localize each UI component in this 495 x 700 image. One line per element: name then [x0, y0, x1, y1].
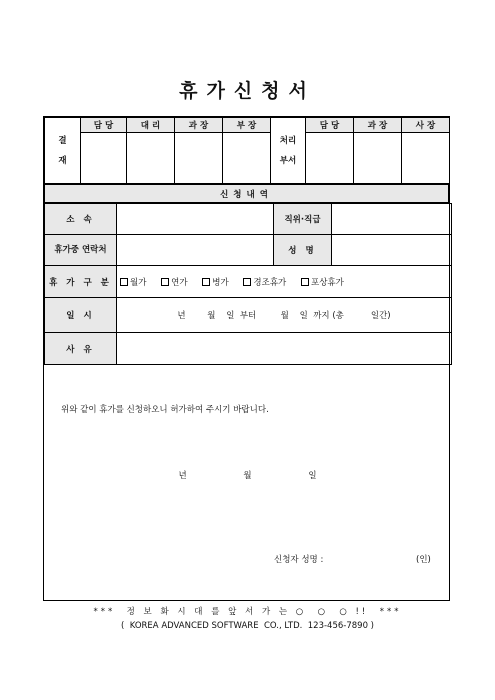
period-label: 일 시: [45, 298, 117, 333]
contact-label: 휴가중 연락처: [45, 235, 117, 266]
processing-col-1: 담 당: [306, 118, 354, 133]
request-date: [44, 469, 451, 481]
date-month: 월: [243, 471, 252, 481]
name-label: 성 명: [274, 235, 332, 266]
approval-table: [44, 117, 450, 184]
leave-type-option[interactable]: 연가: [161, 276, 187, 288]
footer-company: ( KOREA ADVANCED SOFTWARE CO., LTD. 123-456-7890 ): [121, 621, 374, 631]
processing-col-3: 사 장: [402, 118, 450, 133]
signature-box[interactable]: [81, 133, 127, 184]
approval-col-4: 부 장: [223, 118, 271, 133]
period-field[interactable]: 년 월 일 부터 월 일 까지 (총 일간): [117, 298, 452, 333]
dept-field[interactable]: [117, 204, 274, 235]
name-field[interactable]: [332, 235, 452, 266]
position-label: 직위·직급: [274, 204, 332, 235]
signature-box[interactable]: [127, 133, 175, 184]
checkbox-icon[interactable]: [243, 278, 251, 286]
checkbox-icon[interactable]: [161, 278, 169, 286]
section-title: 신청내역: [45, 185, 449, 203]
signer-label: 신청자 성명 :: [274, 555, 324, 565]
signature-box[interactable]: [402, 133, 450, 184]
checkbox-icon[interactable]: [301, 278, 309, 286]
footer-slogan: *** 정 보 화 시 대 를 앞 서 가 는 ○ ○ ○ !! ***: [93, 607, 402, 617]
request-text: 위와 같이 휴가를 신청하오니 허가하여 주시기 바랍니다.: [61, 405, 269, 415]
leave-type-option[interactable]: 경조휴가: [243, 276, 286, 288]
signature-box[interactable]: [354, 133, 402, 184]
seal-label: (인): [416, 555, 431, 565]
signature-box[interactable]: [175, 133, 223, 184]
approval-label: 결 재: [45, 118, 81, 184]
dept-label: 소 속: [45, 204, 117, 235]
document-title: 휴가신청서: [179, 80, 316, 102]
leave-type-options: [117, 266, 452, 298]
checkbox-icon[interactable]: [120, 278, 128, 286]
leave-type-option[interactable]: 월가: [120, 276, 146, 288]
checkbox-icon[interactable]: [202, 278, 210, 286]
reason-label: 사 유: [45, 333, 117, 365]
reason-field[interactable]: [117, 333, 452, 365]
leave-type-label: 휴 가 구 분: [45, 266, 117, 298]
leave-type-option[interactable]: 포상휴가: [301, 276, 344, 288]
date-year: 년: [178, 471, 187, 481]
signature-box[interactable]: [306, 133, 354, 184]
processing-dept-label: 처리 부서: [271, 118, 306, 184]
position-field[interactable]: [332, 204, 452, 235]
request-body: [44, 365, 449, 598]
date-day: 일: [308, 471, 317, 481]
approval-col-1: 담 당: [81, 118, 127, 133]
approval-col-2: 대 리: [127, 118, 175, 133]
section-header: [44, 184, 449, 203]
contact-field[interactable]: [117, 235, 274, 266]
leave-application-form: [43, 116, 450, 601]
processing-col-2: 과 장: [354, 118, 402, 133]
details-table: [44, 203, 452, 365]
approval-col-3: 과 장: [175, 118, 223, 133]
signature-box[interactable]: [223, 133, 271, 184]
leave-type-option[interactable]: 병가: [202, 276, 228, 288]
